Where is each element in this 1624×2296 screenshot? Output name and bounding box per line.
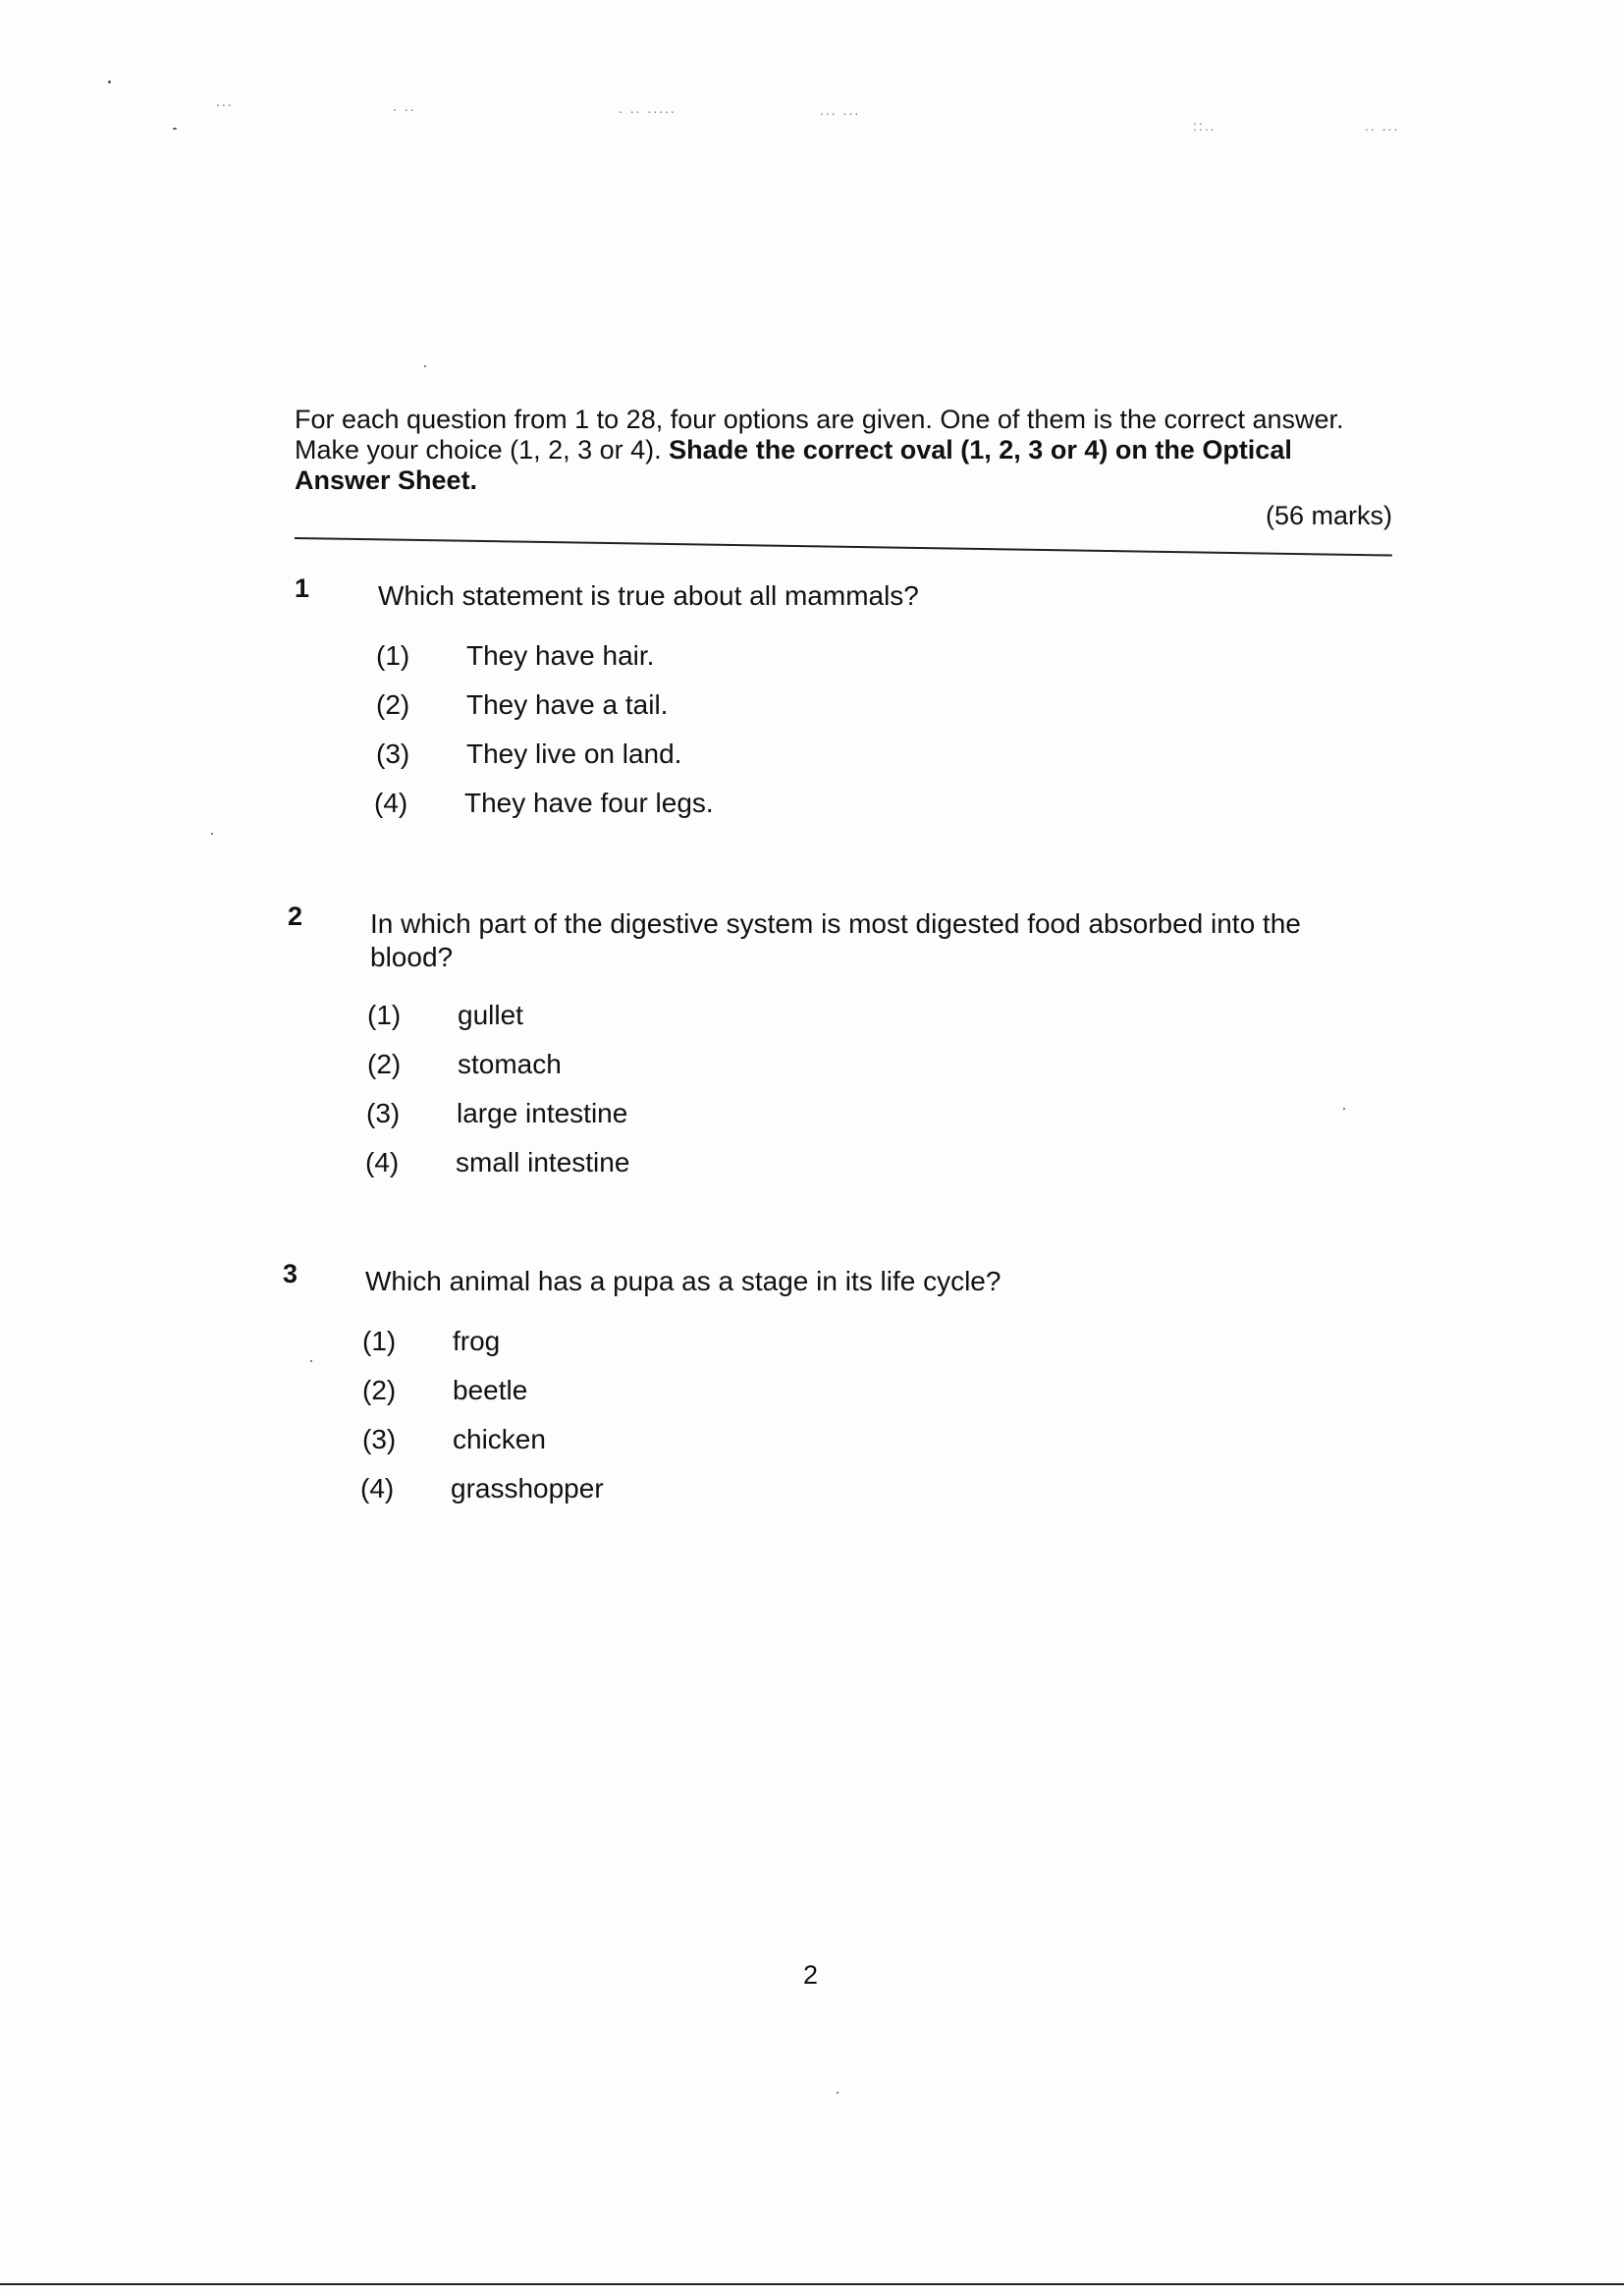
option-number: (4)	[374, 788, 408, 818]
instructions-line-1: For each question from 1 to 28, four options are given. One of them is the correct answer.	[295, 405, 1344, 434]
scan-noise: ::..	[1193, 118, 1217, 134]
instructions-line-2-bold: Shade the correct oval (1, 2, 3 or 4) on the Optical	[669, 435, 1292, 465]
option-number: (2)	[367, 1049, 402, 1079]
scan-noise: .. ...	[1365, 118, 1400, 134]
question-3-option-1	[362, 1326, 853, 1359]
page-number: 2	[803, 1960, 819, 1990]
option-number: (3)	[376, 738, 410, 769]
option-text: large intestine	[457, 1098, 628, 1128]
scan-speck	[1343, 1108, 1345, 1110]
option-text: chicken	[453, 1424, 546, 1454]
instructions-line-2	[295, 435, 1392, 465]
option-text: grasshopper	[451, 1473, 604, 1503]
option-text: beetle	[453, 1375, 528, 1405]
scan-noise: ...	[216, 93, 234, 109]
instructions-divider	[295, 537, 1392, 557]
scan-speck	[108, 81, 111, 83]
scan-speck	[173, 128, 177, 130]
question-2-text: In which part of the digestive system is most digested food absorbed into the blood?	[370, 908, 1301, 972]
instructions-block	[295, 405, 1392, 496]
option-number: (3)	[366, 1098, 401, 1128]
page-bottom-edge	[0, 2283, 1624, 2285]
scan-speck	[211, 833, 213, 835]
option-text: They have hair.	[466, 640, 655, 671]
scan-noise: . .. .....	[619, 100, 677, 116]
option-text: small intestine	[456, 1147, 630, 1177]
scan-speck	[424, 365, 426, 367]
question-2-option-1	[367, 1000, 858, 1033]
option-number: (1)	[362, 1326, 397, 1356]
option-number: (2)	[362, 1375, 397, 1405]
scan-noise: . ..	[393, 98, 416, 114]
instructions-line-2-prefix: Make your choice (1, 2, 3 or 4).	[295, 435, 670, 465]
question-3-option-3	[362, 1424, 853, 1457]
question-1-number: 1	[295, 574, 310, 603]
option-text: frog	[453, 1326, 501, 1356]
option-number: (1)	[376, 640, 410, 671]
question-3-number: 3	[283, 1259, 298, 1288]
scan-speck	[837, 2092, 839, 2094]
total-marks: (56 marks)	[1265, 501, 1392, 530]
scan-noise: ... ...	[820, 102, 861, 118]
option-number: (4)	[360, 1473, 395, 1503]
option-text: They live on land.	[466, 738, 682, 769]
option-text: gullet	[458, 1000, 523, 1030]
question-1-option-1	[376, 640, 867, 674]
question-2-option-4	[365, 1147, 856, 1180]
question-3-option-2	[362, 1375, 853, 1408]
option-number: (4)	[365, 1147, 400, 1177]
option-text: They have a tail.	[466, 689, 669, 720]
option-number: (3)	[362, 1424, 397, 1454]
question-1-text: Which statement is true about all mammals?	[378, 580, 919, 611]
question-1-option-4	[374, 788, 865, 821]
question-3-text: Which animal has a pupa as a stage in its life cycle?	[365, 1266, 1001, 1296]
question-2-option-2	[367, 1049, 858, 1082]
option-text: They have four legs.	[464, 788, 714, 818]
question-1-option-2	[376, 689, 867, 723]
option-number: (2)	[376, 689, 410, 720]
question-3-option-4	[360, 1473, 851, 1506]
scan-speck	[310, 1360, 312, 1362]
question-2-number: 2	[288, 902, 303, 931]
instructions-line-3: Answer Sheet.	[295, 465, 478, 495]
question-1-option-3	[376, 738, 867, 772]
question-2-option-3	[366, 1098, 857, 1131]
option-text: stomach	[458, 1049, 562, 1079]
option-number: (1)	[367, 1000, 402, 1030]
